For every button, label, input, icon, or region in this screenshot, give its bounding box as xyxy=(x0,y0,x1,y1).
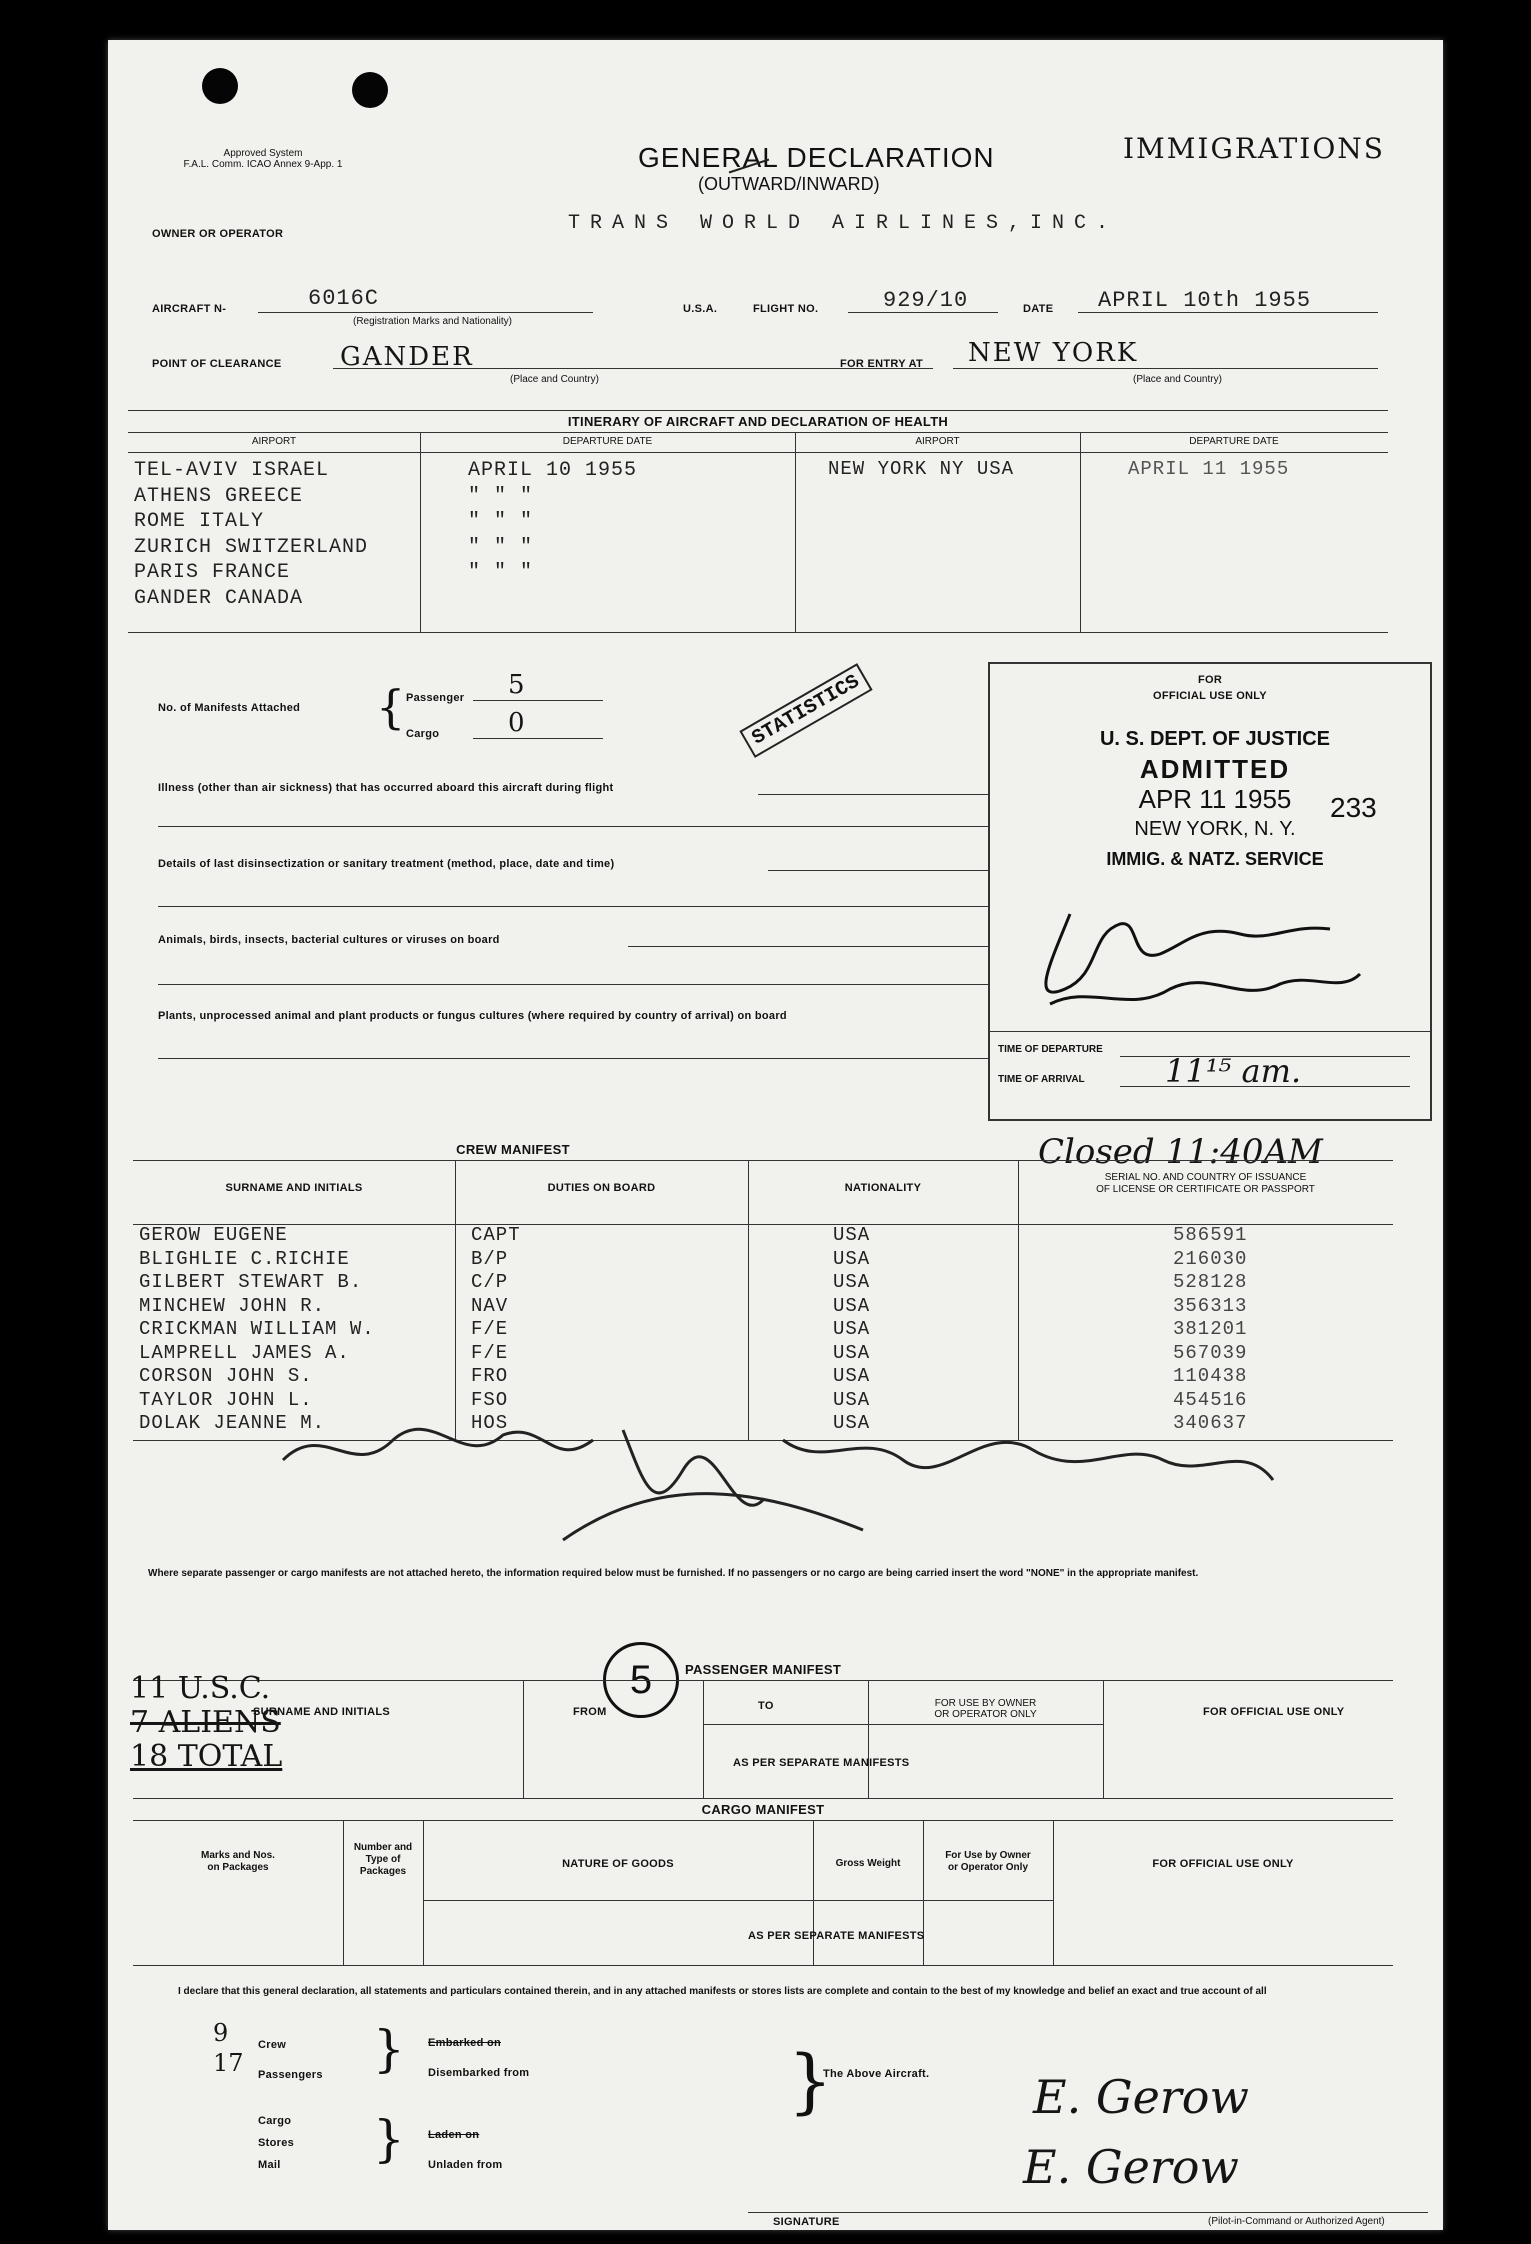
punch-hole xyxy=(352,72,388,108)
plants-label: Plants, unprocessed animal and plant products or fungus cultures (where required by country of arrival) on board xyxy=(158,1010,787,1022)
entry-label: FOR ENTRY AT xyxy=(840,358,924,370)
col-departure-date-2: DEPARTURE DATE xyxy=(1189,436,1279,447)
crew-nationality: USA USA USA USA USA USA USA USA USA xyxy=(833,1224,871,1434)
handwritten-totals: 11 U.S.C. 7 ALIENS 18 TOTAL xyxy=(130,1671,283,1774)
crew-names xyxy=(139,1224,375,1436)
col-owner-use: FOR USE BY OWNER OR OPERATOR ONLY xyxy=(934,1698,1037,1720)
col-airport-2: AIRPORT xyxy=(915,436,960,447)
embark-labels: Embarked on Disembarked from xyxy=(428,2037,530,2079)
crew-passenger-counts: 9 17 xyxy=(213,2019,244,2077)
col-departure-date: DEPARTURE DATE xyxy=(562,436,653,447)
col-to: TO xyxy=(758,1700,774,1712)
date-value: APRIL 10th 1955 xyxy=(1098,288,1312,313)
itinerary-row: ZURICH SWITZERLAND xyxy=(134,535,369,559)
cargo-per-separate: AS PER SEPARATE MANIFESTS xyxy=(748,1930,925,1942)
itinerary-row: GANDER CANADA xyxy=(134,586,304,610)
official-use-box xyxy=(988,662,1432,1121)
crew-signature-scrawl xyxy=(263,1410,1283,1560)
col-serial: SERIAL NO. AND COUNTRY OF ISSUANCE OF LICENSE OR CERTIFICATE OR PASSPORT xyxy=(1096,1172,1315,1195)
illness-label: Illness (other than air sickness) that has occurred aboard this aircraft during flight xyxy=(158,782,614,794)
col-airport-1: AIRPORT xyxy=(251,436,297,447)
crew-row: CORSON JOHN S. xyxy=(139,1365,313,1387)
col-nature: NATURE OF GOODS xyxy=(562,1858,674,1870)
immigration-note: IMMIGRATIONS xyxy=(1123,132,1385,165)
form-title: GENERAL DECLARATION xyxy=(638,142,995,173)
inspector-signature xyxy=(1010,894,1410,1024)
manifests-label: No. of Manifests Attached xyxy=(158,702,301,714)
count-labels: Crew Passengers xyxy=(258,2039,323,2081)
crew-row: GEROW EUGENE xyxy=(139,1224,288,1246)
admitted-stamp: U. S. DEPT. OF JUSTICE ADMITTED APR 11 1955 NEW YORK, N. Y. IMMIG. & NATZ. SERVICE xyxy=(1099,728,1331,869)
crew-row: CRICKMAN WILLIAM W. xyxy=(139,1318,375,1340)
itinerary-dates: APRIL 10 1955 " " " " " " " " " " " " xyxy=(468,459,638,584)
time-arrival-value: 11¹⁵ am. xyxy=(1165,1052,1302,1090)
captain-signature-1: E. Gerow xyxy=(1033,2070,1249,2124)
captain-signature-2: E. Gerow xyxy=(1023,2140,1239,2194)
itinerary-arrival-airport: NEW YORK NY USA xyxy=(828,458,1015,480)
itinerary-row: ROME ITALY xyxy=(134,510,265,533)
place-caption-2: (Place and Country) xyxy=(1133,374,1222,385)
col-surname-2: SURNAME AND INITIALS xyxy=(253,1706,390,1718)
itinerary-row: TEL-AVIV ISRAEL xyxy=(134,459,330,482)
circled-five: 5 xyxy=(603,1642,679,1718)
place-caption-1: (Place and Country) xyxy=(510,374,599,385)
usa-label: U.S.A. xyxy=(683,303,718,315)
clearance-label: POINT OF CLEARANCE xyxy=(152,358,282,370)
col-owner-use-2: For Use by Owner or Operator Only xyxy=(945,1850,1031,1873)
time-arrival-label: TIME OF ARRIVAL xyxy=(998,1074,1085,1085)
clearance-value: GANDER xyxy=(340,342,474,372)
closed-note: Closed 11:40AM xyxy=(1038,1132,1323,1172)
col-marks: Marks and Nos. on Packages xyxy=(201,1850,275,1873)
punch-hole xyxy=(202,68,238,104)
entry-value: NEW YORK xyxy=(968,338,1139,368)
itinerary-airports xyxy=(134,458,368,611)
pilot-caption: (Pilot-in-Command or Authorized Agent) xyxy=(1208,2216,1385,2227)
crew-row: DOLAK JEANNE M. xyxy=(139,1412,326,1434)
col-nationality: NATIONALITY xyxy=(844,1182,922,1194)
crew-manifest-title: CREW MANIFEST xyxy=(456,1142,570,1157)
itinerary-title: ITINERARY OF AIRCRAFT AND DECLARATION OF HEALTH xyxy=(567,414,949,429)
crew-row: BLIGHLIE C.RICHIE xyxy=(139,1247,350,1270)
crew-duties: CAPT B/P C/P NAV F/E F/E FRO FSO HOS xyxy=(471,1224,521,1434)
col-duties: DUTIES ON BOARD xyxy=(547,1182,656,1194)
col-official-use-2: FOR OFFICIAL USE ONLY xyxy=(1152,1858,1294,1870)
animals-label: Animals, birds, insects, bacterial cultures or viruses on board xyxy=(158,934,500,946)
col-official-use: FOR OFFICIAL USE ONLY xyxy=(1203,1706,1345,1718)
crew-row: GILBERT STEWART B. xyxy=(139,1271,363,1293)
owner-label: OWNER OR OPERATOR xyxy=(152,228,284,240)
col-from: FROM xyxy=(573,1706,607,1718)
registration-caption: (Registration Marks and Nationality) xyxy=(353,316,512,327)
col-number-type: Number and Type of Packages xyxy=(353,1842,413,1877)
itinerary-arrival-date: APRIL 11 1955 xyxy=(1128,458,1290,480)
crew-row: LAMPRELL JAMES A. xyxy=(139,1341,350,1364)
above-aircraft-label: The Above Aircraft. xyxy=(823,2068,930,2080)
cargo-label: Cargo xyxy=(406,728,440,740)
laden-labels: Laden on Unladen from xyxy=(428,2129,503,2171)
declaration-text: I declare that this general declaration, all statements and particulars contained therein, and in any attached manifests or stores lists are complete and contain to the best of my knowledge and belief an exact and true account of all xyxy=(178,1986,1267,1997)
cargo-manifest-title: CARGO MANIFEST xyxy=(701,1802,825,1817)
passenger-per-separate: AS PER SEPARATE MANIFESTS xyxy=(733,1757,910,1769)
itinerary-row: ATHENS GREECE xyxy=(134,484,304,508)
passenger-manifest-title: PASSENGER MANIFEST xyxy=(684,1662,842,1677)
aircraft-value: 6016C xyxy=(308,286,380,311)
approval-note: Approved System F.A.L. Comm. ICAO Annex 9-App. 1 xyxy=(183,148,343,170)
inspector-number: 233 xyxy=(1330,792,1377,823)
itinerary-row: PARIS FRANCE xyxy=(134,561,291,584)
official-use-title: FOR OFFICIAL USE ONLY xyxy=(1153,674,1267,702)
passenger-manifests-value: 5 xyxy=(508,670,525,700)
crew-serials: 586591 216030 528128 356313 381201 567039 110438 454516 340637 xyxy=(1173,1224,1248,1434)
passenger-label: Passenger xyxy=(406,692,465,704)
crew-row: MINCHEW JOHN R. xyxy=(139,1294,326,1317)
cargo-manifest xyxy=(133,1800,1433,1970)
aircraft-label: AIRCRAFT N- xyxy=(152,303,227,315)
itinerary-section xyxy=(128,410,1388,675)
cargo-manifests-value: 0 xyxy=(508,708,525,738)
flight-value: 929/10 xyxy=(883,288,969,313)
declaration-sheet: Approved System F.A.L. Comm. ICAO Annex 9-App. 1 GENERAL DECLARATION (OUTWARD/INWARD) IMMIGRATIONS OWNER OR OPERATOR TRANS WORLD AIRLINES,INC. AIRCRAFT N- 6016C (Registration Marks and Nationality) U.S.A. FLIGHT NO. 929/10 DATE APRIL 10th 1955 POINT OF CLEARANCE GANDER (Place and Country) FOR ENTRY AT NEW YORK (Place and Country) ITINERARY OF AIRCRAFT AND DECLARATION OF HEALTH AIRPORT DEPARTURE DATE AIRPORT DEPARTURE DATE TEL-AVIV ISRAEL ATHENS GREECE ROME ITALY ZURICH SWITZERLAND PARIS FRANCE GANDER CANADA APRIL 10 1955 " " " " " " " " " " " " NEW YORK NY USA APRIL 11 1955 No. of Manifests Attached { Passenger 5 Cargo 0 STATISTICS Illness (other than air sickness) that has occurred aboard this aircraft during flight Details of last disinsectization or sanitary treatment (method, place, date and time) Animals, birds, insects, bacterial cultures or viruses on board Plants, unprocessed animal and plant products or fungus cultures (where required by country of arrival) on board FOR OFFICIAL USE ONLY U. S. DEPT. OF JUSTICE ADMITTED APR 11 1955 NEW YORK, N. Y. IMMIG. & NATZ. SERVICE 233 TIME OF DEPARTURE TIME OF ARRIVAL 11¹⁵ am. Closed 11:40AM CREW MANIFEST SURNAME AND INITIALS DUTIES ON BOARD NATIONALITY SERIAL NO. AND COUNTRY OF ISSUANCE OF LICENSE OR CERTIFICATE OR PASSPORT GEROW EUGENE BLIGHLIE C.RICHIE GILBERT STEWART B. MINCHEW JOHN R. CRICKMAN WILLIAM W. LAMPRELL JAMES A. CORSON JOHN S. TAYLOR JOHN L. DOLAK JEANNE M. CAPT B/P C/P NAV F/E F/E FRO FSO HOS USA USA USA USA USA USA USA USA USA 586591 216030 528128 356313 381201 567039 110438 454516 340637 Where separate passenger or cargo manifests are not attached hereto, the information required below must be furnished. If no passengers or no cargo are being carried insert the word "NONE" in the appropriate manifest. PASSENGER MANIFEST 5 SURNAME AND INITIALS FROM TO FOR USE BY OWNER OR OPERATOR ONLY FOR OFFICIAL USE ONLY AS PER SEPARATE MANIFESTS 11 U.S.C. 7 ALIENS 18 TOTAL CARGO MANIFEST Marks and Nos. on Packages Number and Type of Packages NATURE OF GOODS Gross Weight For Use by Owner or Operator Only FOR OFFICIAL USE ONLY AS PER SEPARATE MANIFESTS I declare that this general declaration, all statements and particulars contained therein, and in any attached manifests or stores lists are complete and contain to the best of my knowledge and belief an exact and true account of all 9 17 Crew Passengers } Embarked on Disembarked from Cargo Stores Mail } Laden on Unladen from } The Above Aircraft. E. Gerow E. Gerow SIGNATURE (Pilot-in-Command or Authorized Agent) xyxy=(108,40,1443,2230)
statistics-stamp: STATISTICS xyxy=(739,663,872,758)
form-direction: (OUTWARD/INWARD) xyxy=(698,174,880,194)
time-departure-label: TIME OF DEPARTURE xyxy=(998,1044,1103,1055)
signature-label: SIGNATURE xyxy=(773,2216,840,2228)
manifest-instruction: Where separate passenger or cargo manifests are not attached hereto, the information required below must be furnished. If no passengers or no cargo are being carried insert the word "NONE" in the appropriate manifest. xyxy=(148,1568,1199,1579)
flight-label: FLIGHT NO. xyxy=(753,303,819,315)
passenger-manifest xyxy=(133,1642,1433,1802)
disinsecting-label: Details of last disinsectization or sanitary treatment (method, place, date and time) xyxy=(158,858,615,870)
owner-value: TRANS WORLD AIRLINES,INC. xyxy=(568,212,1119,235)
crew-row: TAYLOR JOHN L. xyxy=(139,1388,313,1411)
crew-manifest xyxy=(133,1140,1433,1570)
date-label: DATE xyxy=(1023,303,1054,315)
col-surname: SURNAME AND INITIALS xyxy=(225,1182,363,1194)
col-gross-weight: Gross Weight xyxy=(835,1858,901,1869)
cargo-store-labels: Cargo Stores Mail xyxy=(258,2115,295,2171)
